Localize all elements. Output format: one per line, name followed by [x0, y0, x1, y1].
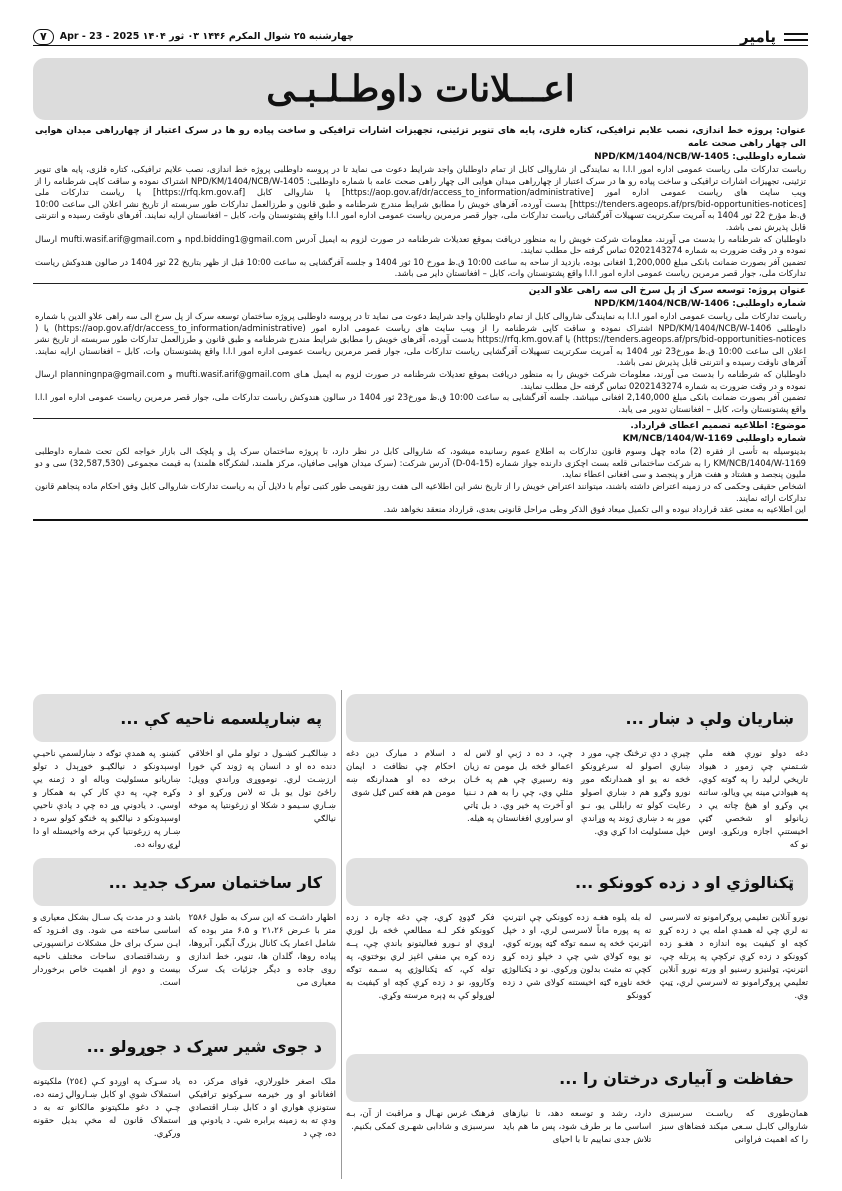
tender-paragraph: ریاست تدارکات ملی ریاست عمومی اداره امور ا.ا.ا به نمایندگی از شاروالی کابل از تمام داوطلبان واجد شرایط دعوت می نماید تا در پروسه داوطلبی پروژه خط اندازی، نصب علایم ترافیکی، کتاره فلزی، پایه های تنویر تزئینی، تجهیزات اشارات ترافیکی و ساخت پیاده رو ها در سرک اعتبار از چهارراهی میدان هوایی الی چهار راهی صحت عامه با شماره داوطلبی: NPD/KM/1404/NCB/W-1405 اشتراک نموده و ساقت کاپی شرطنامه را از ویب سایت های ریاست عمومی اداره امور [https://aop.gov.af/dr/access_to_information/administrative] یا شاروالی کابل [https://rfq.km.gov.af] یا ریاست تدارکات ملی [https://tenders.ageops.af/prs/bid-opportunities-notices] بدست آورده، آفرهای خویش را مطابق شرایط مندرج شرطنامه و طبق قانون و طرزالعمل تدارکات طور سربسته از تاریخ نشر اعلان الی ساعت 10:00 ق.ظ مؤرخ 22 ثور 1404 به آمریت سکرتریت تسهیلات آفرگشائی ریاست تدارکات ملی، جوار قصر مرمرین ریاست عمومی اداره امور ا.ا.ا واقع پشتونستان وات، کابل – افغانستان ارایه نمایند. آفرهای ناوقت رسیده و انترنتی قابل پذیرش نمی باشد.	[35, 164, 807, 232]
tender-paragraph: تضمین آفر بصورت ضمانت بانکی مبلغ 1,200,000 افغانی بوده، بازدید از ساحه به ساعت 10:00 ق.ظ مورخ 10 ثور 1404 و جلسه آفرگشایی به ساعت 10:00 قبل از ظهر بتاریخ 22 ثور 1404 در صالون هندوکش ریاست تدارکات ملی، جوار قصر مرمرین ریاست عمومی اداره امور ا.ا.ا واقع پشتونستان وات، کابل – افغانستان دایر می باشد.	[35, 256, 807, 279]
article-city-residents	[346, 694, 808, 852]
masthead	[33, 28, 808, 46]
article-title: کار ساختمان سرک جدید ...	[33, 858, 336, 906]
article-column: د ښالګیـر کښـول د تولو ملي او اخلاقي دنده ده او د انسان په ژوند کې خورا ارزښـت لري. نومووړی وراندي وویل: راځئ تول یو بل ته لاس ورکړو او د ښـاري سـیمو د شکلا او زرغونتیا په موخه نیالګي	[188, 749, 336, 824]
column-divider	[341, 690, 342, 1179]
ads-section-header	[33, 58, 808, 120]
article-column: همان‌طوری که ریاسـت سرسبزی شاروالی کابـل سـعی میکند فضاهای سبز را که اهمیت فراوانی	[659, 1109, 808, 1145]
article-column: کښنو. په همدې توګه د ښارلسمې ناحیـې اوسېدونکو د نیالګیـو خوړېدل د تولو ښاریانو مسئولیت وباله او د ژمنه یې وکړه چې، په دې کار کې به همکار و اوسي. د یادونې وړ ده چې د یادې ناحیې اوسېدونکو د نیالګیو په څنګو کولو سره د ښـار په زرغونتیا کې برخه واخیستله او دا لړۍ روانه ده.	[33, 749, 181, 850]
article-column: یاد سـړک په اوږدو کـې (٢٥٤) ملکیتونه استملاک شوې او کابل ښـاروالۍ ژمنه ده، چـې د دغو ملکیتونو مالکانو ته به د استملاک قانون له مخې بدیل حقونه ورکړي.	[33, 1077, 181, 1139]
article-new-road	[33, 858, 336, 990]
newspaper-brand: پامیر	[739, 27, 776, 46]
tender-paragraph: این اطلاعیه به معنی عقد قرارداد نبوده و الی تکمیل میعاد فوق الذکر وطی مراحل قانونی بعدی، قرارداد منعقد نخواهد شد.	[383, 504, 806, 515]
article-tree-care	[346, 1054, 808, 1147]
article-column: فرهنګ غرس نهـال و مراقبت از آن، بـه سرسبزی و شادابی شهـری کمکی بکنیم.	[345, 1109, 495, 1132]
tender-paragraph: تضمین آفر بصورت ضمانت بانکی مبلغ 2,140,000 افغانی میباشد. جلسه آفرگشایی به ساعت 10:00 ق.ظ مورخ23 ثور 1404 در سالون هندوکش ریاست تدارکات ملی، جوار قصر مرمرین ریاست عمومی اداره امور ا.ا.ا واقع پشتونستان وات، کابل – افغانستان تدویر می یابد.	[35, 392, 807, 414]
article-title: په ښارپلسمه ناحیه کې ...	[33, 694, 336, 742]
article-title: د جوی شیر سړک د جوړولو ...	[33, 1022, 336, 1070]
article-column: چیرې د دې ترڅنګ چې، موږ د ښاري اصولو له سرغړونکو څخه نه یو او همدارنګه موږ نورو وګړو هم د ښاري اصولو رعایت کولو ته رابللی یو، نـو موږ به د ښاري ژوند په وړاندې خپل مسئولیت ادا کړي وي.	[581, 749, 691, 837]
article-column: د اسلام د مبارک دین دغه احکام چې نظافت د ایمان برخه ده او همدارنګه ښه مومن هم هغه کس ګڼل شوی	[346, 749, 456, 798]
article-column: دارد، رشد و توسعه دهد، تا نیازهای اساسی ما بر طرف شود، پس ما هم باید تلاش جدی نماییم تا با احیای	[502, 1109, 652, 1145]
article-column: باشد و در مدت یک سـال بشکل معیاری و اساسی ساخته می شود. وی افـزود که ایـن سرک برای حل مشکلات ترانسپورتی و رشداقتصادی ساحات مختلف ناحیه بیست و دوم از اهمیت خاص برخوردار است.	[33, 913, 181, 988]
article-column: دغه دولو نورې هغه ملې شـتمنې چې زموږ د هیواد تاریخي لرلید را په ګوته کوي، په هیوادنۍ مینه يې ویالو، ساتنه يې وکړو او هیڅ چاته یې د زیانولو او شخصي ګټې اخیستنې اجازه ورنکړو. اوس نو که	[698, 749, 808, 850]
article-column: چې، د ده د ژبې او لاس له اعمالو څخه بل مومن ته زیان ونه رسیږي چې هم په ځـان مثلي وي، چې را به هم د نـنیا او آخرت په خیر وي. د بل ټاتي او سراوري افغانستان په هیله.	[463, 749, 573, 824]
tender-reference: شماره داوطلبی: NPD/KM/1404/NCB/W-1405	[594, 152, 806, 162]
article-title: ټکنالوژي او د زده کوونکو ...	[346, 858, 808, 906]
ads-section-title: اعـــلانات داوطـلـبـی	[266, 68, 575, 110]
article-column: نورو آنلاین تعلیمي پروګرامونو ته لاسرسی نه لري چي له همدې امله يي د زده کړو کچه او کیفیت یوه اندازه د هغـو زده کوونکو د زده کړې ترکچې په پرتله چې، انټرنټ، ټولنیزو رسنیو او ورته نورو آنلاین تعلیمي پروګرامونو ته لاسرسي لري، ټیټ وي.	[659, 913, 808, 1001]
tender-title: موضوع: اطلاعیه تصمیم اعطای قرارداد.	[630, 421, 806, 432]
page-number: ۷	[33, 29, 54, 45]
article-column: له بله پلوه هغـه زده کوونکي چې انټرنټ ته په پوره ماناً لاسرسی لري، او د خپل انټرنټ څخه په سمه توګه ګټه پورته کوي، نو یوه کولاي شي چې د خپلو زده کړو کچې ته مثبت بدلون ورکوي. نو د ټکنالوژۍ څخه ناوړه ګټه اخیستنه کولای شي د زده کوونکو	[502, 913, 652, 1001]
tender-reference: شماره داوطلبی KM/NCB/1404/W-1169	[622, 434, 806, 445]
tender-paragraph: بدینوسیله به تأسی از فقره (2) ماده چهل وسوم قانون تدارکات به اطلاع عموم رسانیده میشود، که شاروالی کابل در نظر دارد، تا پروژه ساختمان سرک پل و پلچک الی بازار خواجه لکن تحت شماره داوطلبی KM/NCB/1404/W-1169 را به شرکت ساختمانی قلعه بست اچکزی دارنده جواز شماره (15-04-D) آدرس شرکت: (سرک میدان هوایی صافیان، مرکز هلمند، لشکرگاه هلمند) به قیمت مجموعی (32,587,530) سی و دو ملیون پنجصد و هشتاد و هفت هزار و پنجصد و سی افغانی اعطاء نماید.	[35, 446, 806, 480]
article-title: حفاظت و آبیاری درختان را ...	[346, 1054, 808, 1102]
award-notice	[33, 419, 808, 521]
article-district-ten	[33, 694, 336, 852]
tender-reference: شماره داوطلبی: NPD/KM/1404/NCB/W-1406	[594, 298, 806, 309]
brand-ornament	[784, 33, 808, 41]
tender-paragraph: ریاست تدارکات ملی ریاست عمومی اداره امور ا.ا.ا به نمایندگی شاروالی کابل از تمام داوطلبان واجد شرایط دعوت می نماید تا در پروسه داوطلبی پروژه ساختمان توسعه سرک از پل سرخ الی سه راهی علاو الدین با شماره داوطلبی NPD/KM/1404/NCB/W-1406 اشتراک نموده و ساقت کاپی شرطنامه را از ویب سایت های ریاست عمومی اداره امور (https://aop.gov.af/dr/access_to_information/administrative) یا ( https://tenders.ageops.af/prs/bid-opportunities-notices) یا https://rfq.km.gov.af بدست آورده، آفرهای خویش را مطابق شرایط مندرج شرطنامه و طبق قانون و طرزالعمل تدارکات طور سربسته از تاریخ نشر اعلان الی ساعت 10:00 ق.ظ مورخ23 ثور 1404 به آمریت سکرتریت تسهیلات آفرگشایی ریاست تدارکات ملی، جوار قصر مرمرین ریاست عمومی اداره امور ا.ا.ا واقع پشتونستان وات، کابل – افغانستان ارایه نمایند. آفرهای ناوقت رسیده و انترنتی قابل پذیرش نمی باشد.	[35, 310, 806, 368]
tender-notice	[33, 124, 808, 284]
tenders-list	[33, 124, 808, 521]
tender-paragraph: داوطلبان که شرطنامه را بدست می آورند، معلومات شرکت خویش را به منظور دریافت بموقع تعدیلات شرطنامه در صورت لزوم به ایمیل هـای mufti.wasif.arif@gmail.com و planningnpa@gmail.com ارسال نموده و در وقت ضرورت به شماره 0202143274 تماس گرفته حل مطلب نمایند.	[35, 368, 807, 391]
tender-paragraph: داوطلبان که شرطنامه را بدست می آورند، معلومات شرکت خویش را به منظور دریافت بموقع تعدیلات شرطنامه در صورت لزوم به ایمیل آدرس npd.bidding1@gmail.com و mufti.wasif.arif@gmail.com ارسال نموده و در وقت ضرورت به شماره 0202143274 تماس گرفته حل مطلب نمایند.	[35, 233, 806, 256]
article-technology-students	[346, 858, 808, 1003]
tender-notice	[33, 284, 808, 419]
article-column: فکر ګډوډ کړي، چې دغه چاره د زده کوونکو فکر لـه مطالعې څخه بل لوري اړوي او نـورو فعالیتونو باندې چې، پــه زده کړه يې منفي اغېز لري بوختوي، په توله کې، که ټکنالوژۍ په سـمه توګه وکاروو، نو د زده کړې کچه او کیفیت به لوړولو کې به ډېره مرسته وکړي.	[345, 913, 495, 1001]
article-title: ښاریان ولې د ښار ...	[346, 694, 808, 742]
tender-paragraph: اشخاص حقیقی وحکمی که در زمینه اعتراض داشته باشند، میتوانند اعتراض خویش را از تاریخ نشر این اطلاعیه الی هفت روز تقویمی طور کتبی توأم با دلایل آن به ریاست تدارکات شاروالی کابل وفق احکام ماده پنجاهم قانون تدارکات ارائه نمایند.	[35, 481, 806, 503]
article-jui-sheer-road	[33, 1022, 336, 1141]
issue-date: چهارشنبه ۲۵ شوال المکرم ۱۴۴۶ ۰۳ ثور ۱۴۰۴ Apr - 23 - 2025	[59, 31, 354, 42]
tender-title: عنوان پروژه: توسعه سرک از پل سرخ الی سه راهی علاو الدین	[528, 285, 806, 296]
article-column: ملک اصغر خلورلاري، قوای مرکز، ده افغانانو او ور خیرمه سـړکونو ترافیکي ستونزې هواري او د کابل ښـار اقتصادي ودې ته به زمینه برابره شي. د یادونې وړ ده، چې د	[188, 1077, 336, 1139]
tender-title: عنوان: پروژه خط اندازی، نصب علایم ترافیکی، کتاره فلزی، پایه های تنویر تزئینی، تجهیزات اشارات ترافیکی و ساخت پیاده رو ها در سرک اعتبار از چهارراهی میدان هوایی الی چهار راهی صحت عامه	[35, 126, 806, 149]
article-column: اظهار داشـت که این سرک به طول ۲۵۸۶ متر با عـرض ۲۱،۲۶ و ۶،۵ متر بوده که شامل اعمار یک کانال بزرگ آبگیر، آبروها، پیاده روها، گلدان ها، تنویر، خط اندازی روی جاده و دیگر جزئیات یک سرک معیاری می	[188, 913, 337, 988]
